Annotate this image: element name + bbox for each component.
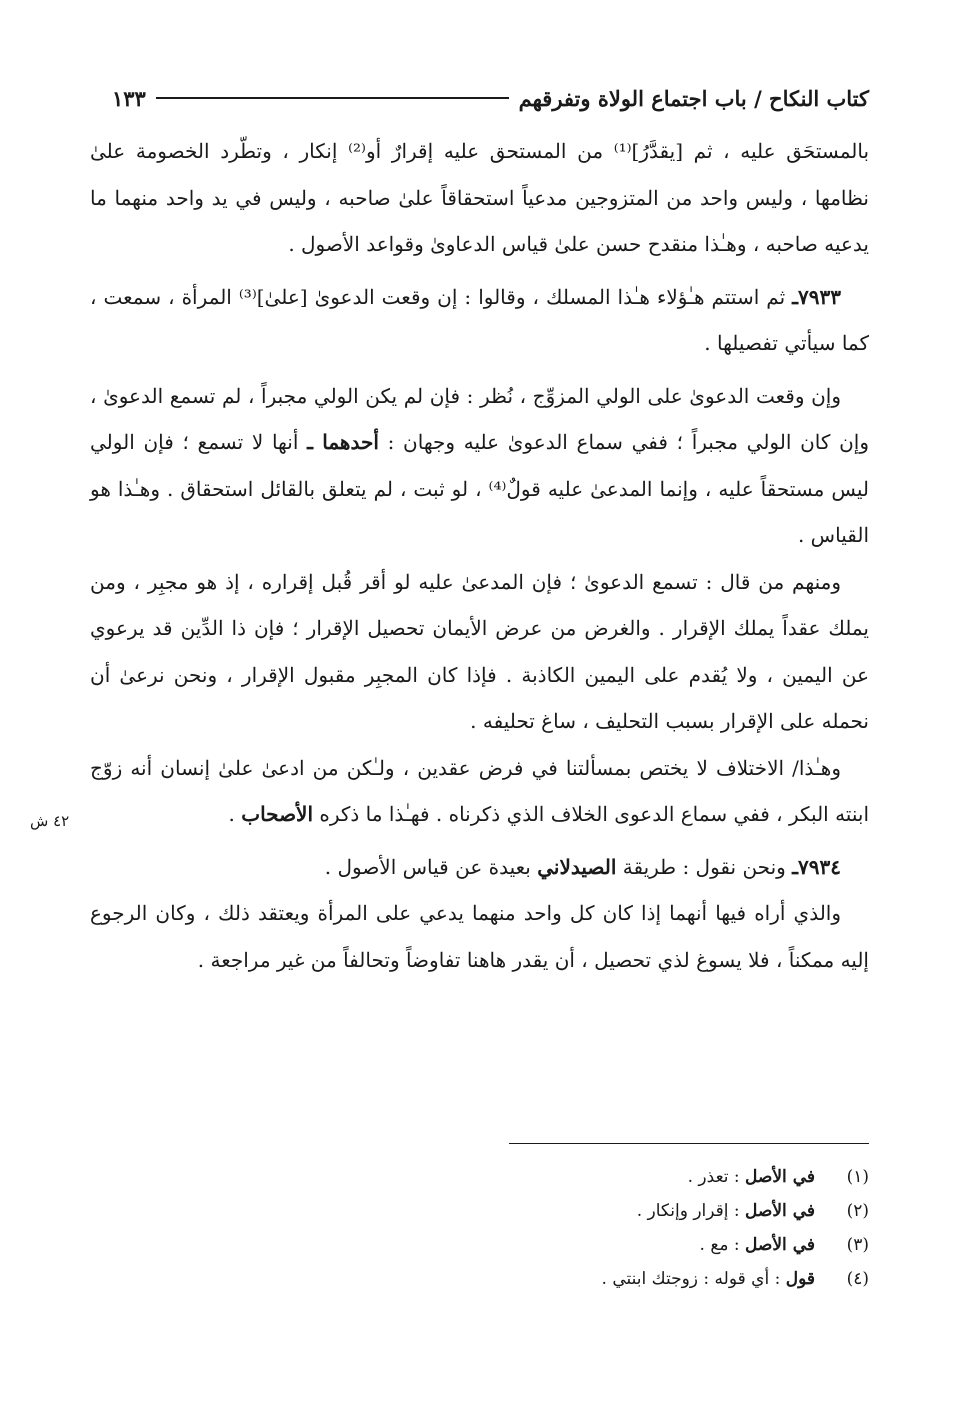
footnote-text: : أي قوله : زوجتك ابنتي .: [601, 1269, 781, 1289]
footnote-label: في الأصل: [745, 1235, 815, 1255]
paragraph-7934-bold: الصيدلاني: [537, 854, 617, 879]
paragraph-4: ومنهم من قال : تسمع الدعوىٰ ؛ فإن المدعىٰ عليه لو أقر قُبل إقراره ، إذ هو مجبِر ، ومن يملك عقداً يملك الإقرار . والغرض من عرض الأيمان تحصيل الإقرار ؛ فإن ذا الدِّين قد يرعوي عن اليمين ، ولا يُقدم على اليمين الكاذبة . فإذا كان المجبِر مقبول الإقرار ، ونحن نرعىٰ أن نحمله على الإقرار بسبب التحليف ، ساغ تحليفه .: [90, 569, 869, 733]
footnote-4: [300, 1262, 869, 1296]
paragraph-7: والذي أراه فيها أنهما إذا كان كل واحد منهما يدعي على المرأة ويعتقد ذلك ، وكان الرجوع إليه ممكناً ، فلا يسوغ لذي تحصيل ، أن يقدر هاهنا تفاوضاً وتحالفاً من غير مراجعة .: [90, 901, 869, 972]
chapter-title: كتاب النكاح / باب اجتماع الولاة وتفرقهم: [518, 85, 869, 111]
section-number-7934: ٧٩٣٤ـ: [792, 854, 841, 879]
paragraph-7934-text-a: ونحن نقول : طريقة: [622, 854, 786, 879]
paragraph-7934: [90, 844, 869, 891]
margin-note: ٤٢ ش: [30, 812, 70, 830]
paragraph-3-text-a: وإن وقعت الدعوىٰ على الولي المزوِّج ، نُظر : فإن لم يكن الولي مجبراً ، لم تسمع الدعوىٰ ، وإن كان الولي مجبراً ؛ ففي سماع الدعوىٰ عليه وجهان :: [90, 383, 869, 454]
running-header: [112, 78, 869, 118]
footnote-mark: (٣): [846, 1235, 869, 1255]
paragraph-7933: [90, 274, 869, 367]
footnote-2: [300, 1194, 869, 1228]
footnote-mark: (٤): [846, 1269, 869, 1289]
footnote-rule: [509, 1143, 869, 1144]
footnote-text: : مع .: [699, 1235, 740, 1255]
footnote-mark: (٢): [846, 1201, 869, 1221]
paragraph-5-bold: الأصحاب: [241, 802, 314, 826]
paragraph-5: [90, 745, 869, 838]
footnote-label: قول: [785, 1269, 815, 1289]
section-number-7933: ٧٩٣٣ـ: [792, 284, 841, 309]
paragraph-3-text-c: أنها لا تسمع ؛ فإن الولي ليس مستحقاً عليه ، وإنما المدعىٰ عليه قولٌ⁽⁴⁾ ، لو ثبت ، لم يتعلق بالقائل استحقاق . وهـٰذا هو القياس .: [90, 430, 869, 547]
page-number: ١٣٣: [112, 85, 146, 111]
main-text: [90, 128, 869, 983]
header-rule: [156, 97, 509, 99]
paragraph-7934-text-c: بعيدة عن قياس الأصول .: [324, 854, 531, 879]
footnote-text: : إقرار وإنكار .: [636, 1201, 740, 1221]
footnote-mark: (١): [846, 1167, 869, 1187]
footnote-1: [300, 1160, 869, 1194]
paragraph-7933-text: ثم استتم هـٰؤلاء هـٰذا المسلك ، وقالوا : إن وقعت الدعوىٰ [علىٰ]⁽³⁾ المرأة ، سمعت ، كما سيأتي تفصيلها .: [90, 284, 869, 355]
footnote-label: في الأصل: [745, 1201, 815, 1221]
footnote-label: في الأصل: [745, 1167, 815, 1187]
footnote-3: [300, 1228, 869, 1262]
paragraph-3: [90, 373, 869, 559]
footnotes: [300, 1160, 869, 1296]
footnote-text: : تعذر .: [687, 1167, 740, 1187]
paragraph-5-text-a: وهـٰذا/ الاختلاف لا يختص بمسألتنا في فرض عقدين ، ولـٰكن من ادعىٰ علىٰ إنسان أنه زوّج ابنته البكر ، ففي سماع الدعوى الخلاف الذي ذكرناه . فهـٰذا ما ذكره: [90, 755, 869, 826]
paragraph-1: بالمستحَق عليه ، ثم [يقدَّرُ]⁽¹⁾ من المستحق عليه إقرارٌ أو⁽²⁾ إنكار ، وتطّرد الخصومة علىٰ نظامها ، وليس واحد من المتزوجين مدعياً استحقاقاً علىٰ صاحبه ، وليس في يد واحد منهما ما يدعيه صاحبه ، وهـٰذا منقدح حسن علىٰ قياس الدعاوىٰ وقواعد الأصول .: [90, 139, 870, 256]
paragraph-5-text-c: .: [228, 802, 235, 826]
paragraph-3-bold: أحدهما ـ: [307, 430, 379, 454]
